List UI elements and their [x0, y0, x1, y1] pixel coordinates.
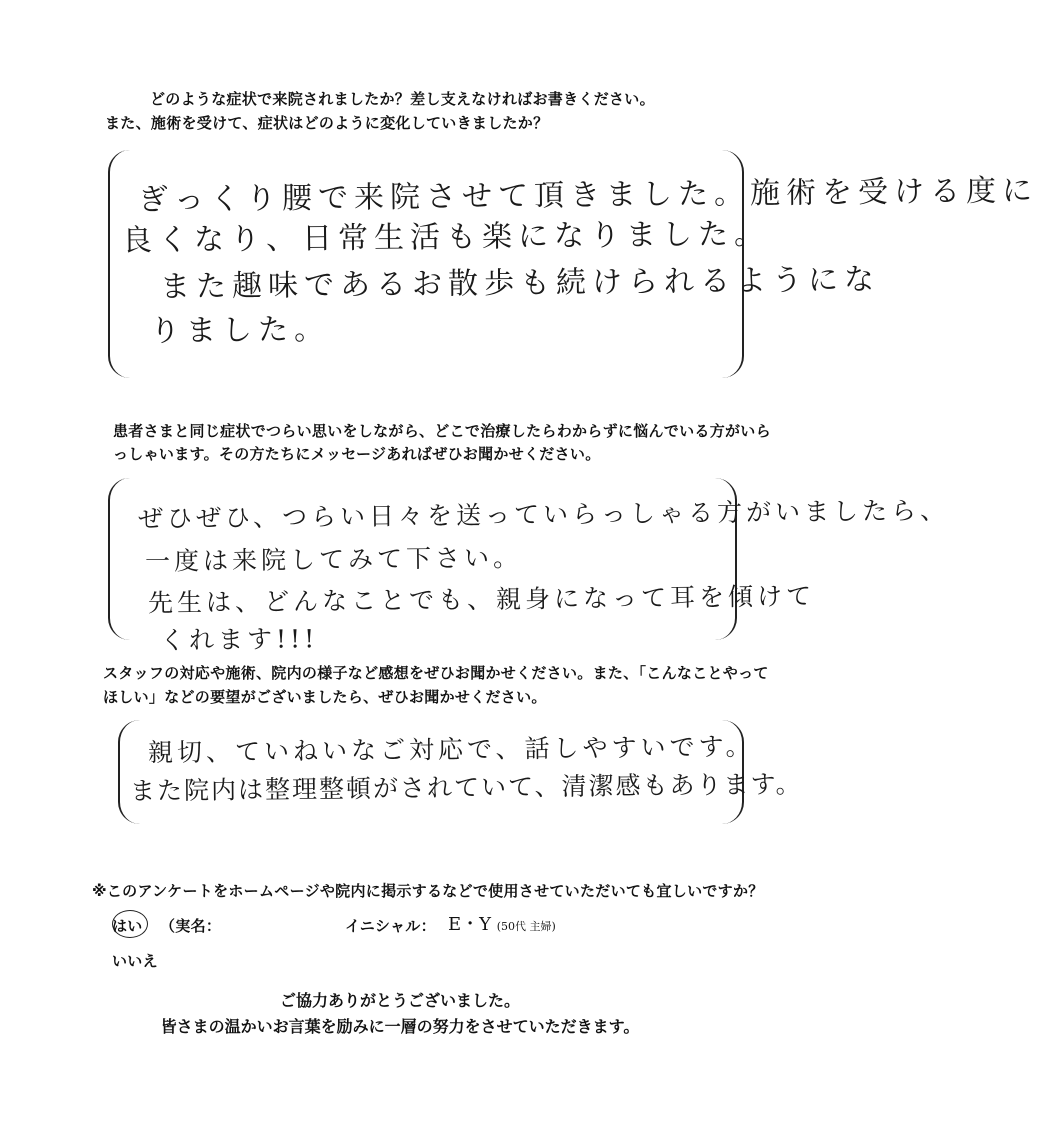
section1-question-line1: どのような症状で来院されましたか？差し支えなければお書きください。	[150, 90, 655, 108]
closing-line1: ご協力ありがとうございました。	[279, 991, 520, 1010]
section1-answer-line4: りました。	[149, 312, 331, 349]
initial-value: E・Y	[448, 914, 492, 935]
consent-yes-option: はい	[112, 917, 143, 935]
section3-question-line2: ほしい」などの要望がございましたら、ぜひお聞かせください。	[103, 688, 547, 706]
section2-answer-line2: 一度は来院してみて下さい。	[144, 543, 523, 576]
section3-question-line1: スタッフの対応や施術、院内の様子など感想をぜひお聞かせください。また、「こんなことやって	[103, 664, 769, 682]
consent-initial-label: イニシャル：	[345, 917, 436, 935]
section3-answer-line2: また院内は整理整頓がされていて、清潔感もあります。	[129, 769, 803, 806]
initial-handwritten	[448, 910, 556, 936]
section1-answer-line3: また趣味であるお散歩も続けられるようにな	[159, 262, 881, 305]
section1-question-line2: また、施術を受けて、症状はどのように変化していきましたか？	[105, 114, 549, 132]
consent-question: ※このアンケートをホームページや院内に掲示するなどで使用させていただいても宜しいですか？	[92, 882, 764, 900]
section3-answer-line1: 親切、ていねいなご対応で、話しやすいです。	[147, 731, 755, 768]
section1-answer-line1: ぎっくり腰で来院させて頂きました。施術を受ける度に	[137, 173, 1038, 218]
section2-question-line1: 患者さまと同じ症状でつらい思いをしながら、どこで治療したらわからずに悩んでいる方がいら	[113, 422, 771, 440]
consent-name-label: （実名：	[160, 917, 222, 935]
consent-no-option: いいえ	[112, 952, 158, 970]
age-note: (50代 主婦)	[496, 920, 556, 933]
section1-answer-line2: 良くなり、日常生活も楽になりました。	[121, 216, 771, 259]
section2-answer-line4: くれます!!!	[159, 624, 319, 655]
section2-answer-line1: ぜひぜひ、つらい日々を送っていらっしゃる方がいましたら、	[137, 495, 950, 534]
section2-question-line2: っしゃいます。その方たちにメッセージあればぜひお聞かせください。	[113, 445, 601, 463]
closing-line2: 皆さまの温かいお言葉を励みに一層の努力をさせていただきます。	[160, 1017, 640, 1036]
section2-answer-line3: 先生は、どんなことでも、親身になって耳を傾けて	[147, 581, 816, 618]
